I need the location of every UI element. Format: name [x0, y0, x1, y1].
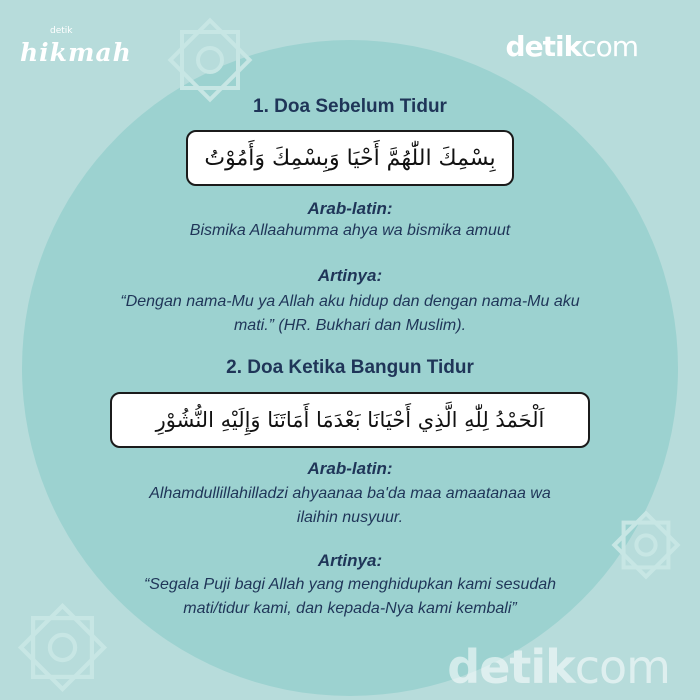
section-1-title: 1. Doa Sebelum Tidur — [253, 96, 447, 117]
section-1-latin-label: Arab-latin: — [307, 199, 393, 218]
hikmah-logo: hikmah — [20, 38, 132, 67]
detikcom-logo-top: detikcom — [505, 30, 638, 63]
section-1-latin-text: Bismika Allaahumma ahya wa bismika amuut — [189, 222, 511, 239]
section-2-latin-line-2: ilaihin nusyuur. — [296, 509, 404, 526]
detikcom-logo-bottom: detikcom — [447, 640, 670, 694]
section-1-meaning-line-1: “Dengan nama-Mu ya Allah aku hidup dan dengan nama-Mu aku — [120, 293, 580, 310]
section-1-arabic-text: بِسْمِكَ اللّٰهُمَّ أَحْيَا وَبِسْمِكَ وَأَمُوْتُ — [204, 145, 496, 171]
section-1-meaning-line-2: mati.” (HR. Bukhari dan Muslim). — [233, 317, 467, 334]
section-2-arabic-text: اَلْحَمْدُ لِلّٰهِ الَّذِي أَحْيَانَا بَعْدَمَا أَمَاتَنَا وَإِلَيْهِ النُّشُوْرِ — [155, 408, 545, 432]
section-2-arabic-box — [110, 392, 590, 448]
section-2-latin-line-1: Alhamdullillahilladzi ahyaanaa ba'da maa amaatanaa wa — [149, 485, 551, 502]
section-2-meaning-line-1: “Segala Puji bagi Allah yang menghidupkan kami sesudah — [143, 576, 557, 593]
section-2-meaning-label: Artinya: — [317, 551, 383, 570]
section-1-meaning-label: Artinya: — [317, 266, 383, 285]
section-2-meaning-line-2: mati/tidur kami, dan kepada-Nya kami kembali” — [183, 600, 517, 617]
hikmah-logo-small-text: detik — [50, 26, 73, 36]
section-2-latin-label: Arab-latin: — [307, 459, 393, 478]
section-1-arabic-box — [186, 130, 514, 186]
section-2-title: 2. Doa Ketika Bangun Tidur — [226, 357, 474, 378]
ornament-right-icon — [606, 505, 686, 585]
ornament-top-icon — [160, 10, 260, 110]
